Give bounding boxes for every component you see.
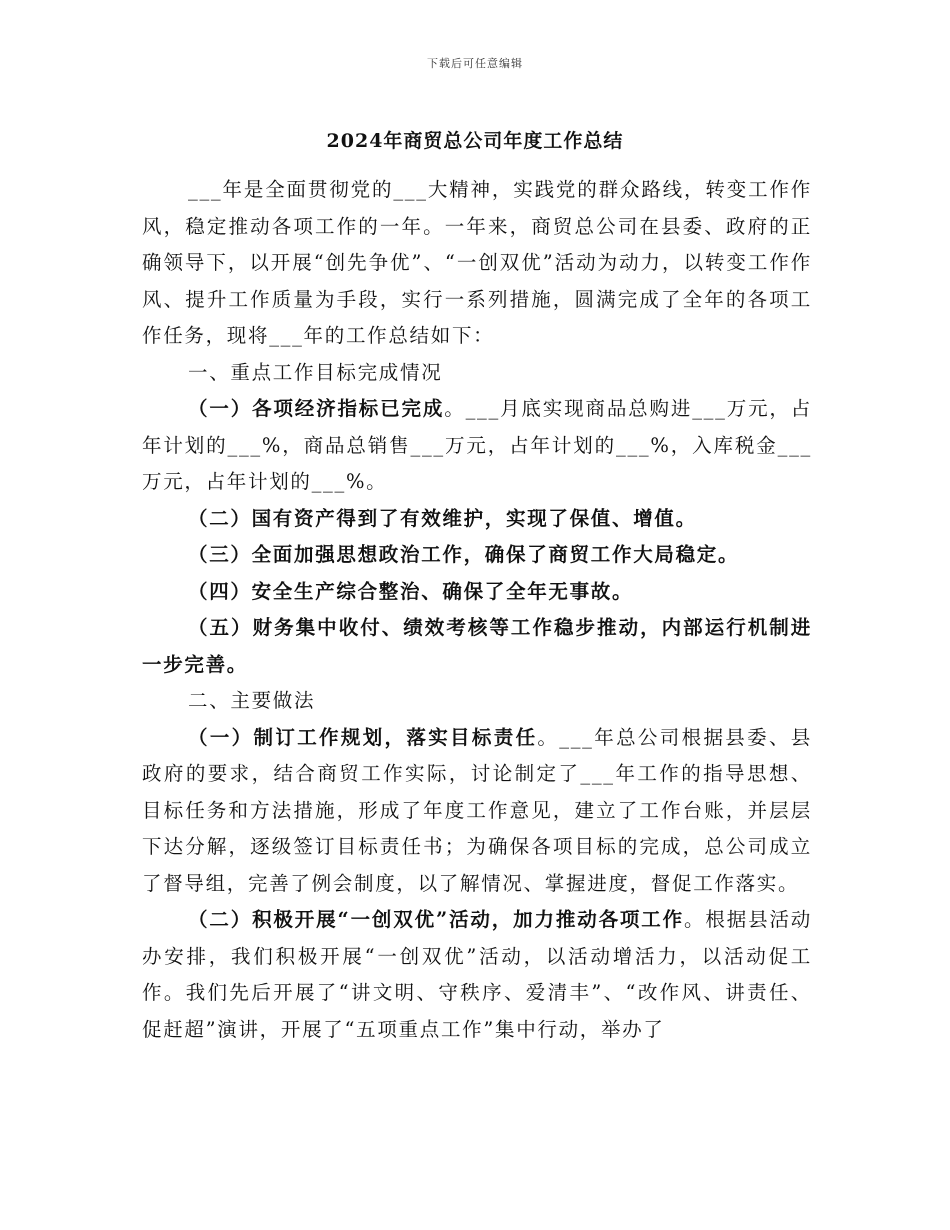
- item-paragraph: [142, 391, 812, 501]
- paragraph-text: 。___月底实现商品总购进___万元，占年计划的___%，商品总销售___万元，占年计划的___%，入库税金___万元，占年计划的___%。: [142, 397, 812, 493]
- item-paragraph: [142, 902, 812, 1048]
- item-paragraph: [142, 720, 812, 903]
- heading-text: 二、主要做法: [188, 689, 316, 712]
- paragraph-text: 。根据县活动办安排，我们积极开展“一创双优”活动，以活动增活力，以活动促工作。我们先后开展了“讲文明、守秩序、爱清丰”、“改作风、讲责任、促赶超”演讲，开展了“五项重点工作”集中行动，举办了: [142, 908, 813, 1041]
- item-lead: （一）各项经济指标已完成: [188, 397, 445, 420]
- document-body: [142, 172, 812, 1048]
- paragraph-text: ___年是全面贯彻党的___大精神，实践党的群众路线，转变工作作风，稳定推动各项工作的一年。一年来，商贸总公司在县委、政府的正确领导下，以开展“创先争优”、“一创双优”活动为动力，以转变工作作风、提升工作质量为手段，实行一系列措施，圆满完成了全年的各项工作任务，现将___年的工作总结如下：: [142, 178, 812, 347]
- item-lead: （二）积极开展“一创双优”活动，加力推动各项工作: [188, 908, 685, 931]
- item-paragraph: [142, 501, 812, 538]
- document-title: 2024年商贸总公司年度工作总结: [326, 130, 624, 152]
- item-lead: （五）财务集中收付、绩效考核等工作稳步推动，内部运行机制进一步完善。: [142, 616, 812, 676]
- intro-paragraph: [142, 172, 812, 355]
- section-heading-2: [142, 683, 812, 720]
- item-paragraph: [142, 610, 812, 683]
- item-paragraph: [142, 574, 812, 611]
- item-lead: （一）制订工作规划，落实目标责任: [188, 725, 538, 749]
- page-header: 下载后可任意编辑: [427, 57, 523, 70]
- paragraph-text: 。___年总公司根据县委、县政府的要求，结合商贸工作实际，讨论制定了___年工作的指导思想、目标任务和方法措施，形成了年度工作意见，建立了工作台账，并层层下达分解，逐级签订目标责任书；为确保各项目标的完成，总公司成立了督导组，完善了例会制度，以了解情况、掌握进度，督促工作落实。: [142, 725, 812, 895]
- item-lead: （二）国有资产得到了有效维护，实现了保值、增值。: [188, 506, 697, 530]
- item-lead: （四）安全生产综合整治、确保了全年无事故。: [188, 579, 634, 603]
- section-heading-1: [142, 355, 812, 392]
- item-lead: （三）全面加强思想政治工作，确保了商贸工作大局稳定。: [188, 543, 740, 566]
- item-paragraph: [142, 537, 812, 574]
- heading-text: 一、重点工作目标完成情况: [188, 360, 443, 384]
